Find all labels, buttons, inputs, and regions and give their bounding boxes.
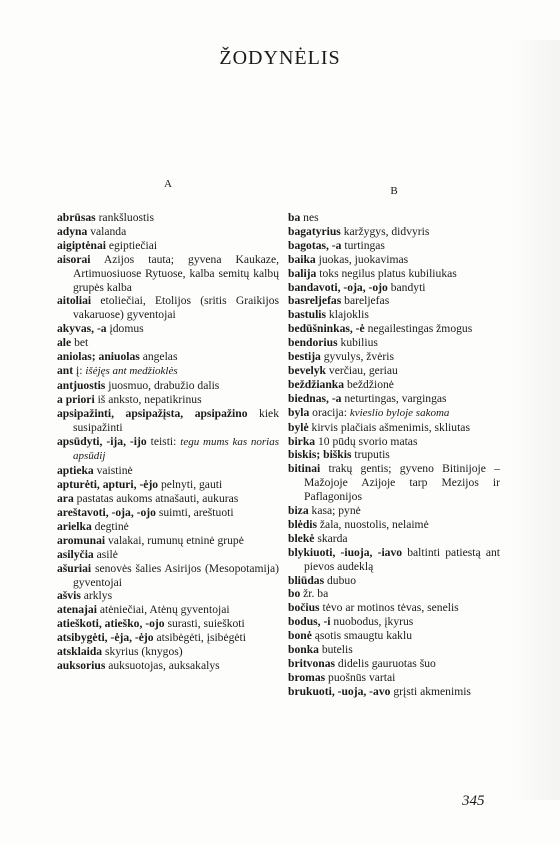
dictionary-entry bbox=[288, 350, 500, 364]
entry-headword: auksorius bbox=[57, 659, 106, 672]
entry-definition: asilė bbox=[93, 547, 118, 561]
dictionary-entry bbox=[57, 322, 279, 336]
entry-definition: atsibėgėti, įsibėgėti bbox=[153, 631, 246, 645]
entry-definition: egiptiečiai bbox=[105, 238, 158, 252]
dictionary-entry bbox=[288, 574, 500, 588]
dictionary-entry bbox=[57, 350, 279, 364]
page-number: 345 bbox=[462, 793, 485, 809]
entry-headword: bagotas, -a bbox=[288, 238, 342, 252]
entry-definition: verčiau, geriau bbox=[326, 363, 398, 377]
entry-headword: bodus, -i bbox=[288, 615, 331, 629]
entry-definition: į: bbox=[73, 363, 86, 377]
dictionary-entry bbox=[57, 562, 279, 590]
entry-definition: bet bbox=[71, 336, 89, 350]
dictionary-entry bbox=[288, 587, 500, 601]
dictionary-entry bbox=[288, 253, 500, 267]
entry-headword: beždžianka bbox=[288, 377, 345, 391]
entry-definition: kubilius bbox=[337, 336, 378, 350]
entry-headword: bo bbox=[288, 587, 301, 601]
entry-definition: klajoklis bbox=[326, 308, 369, 322]
entry-headword: bastulis bbox=[288, 308, 327, 322]
dictionary-entry bbox=[288, 532, 500, 546]
entry-definition: įdomus bbox=[106, 322, 144, 336]
dictionary-entry bbox=[288, 629, 500, 643]
entry-definition: valanda bbox=[87, 224, 127, 238]
dictionary-entry bbox=[57, 364, 279, 379]
entry-example: tegu mums kas norias apsūdij bbox=[73, 435, 280, 463]
entry-definition: suimti, areštuoti bbox=[155, 506, 234, 520]
entry-headword: ant bbox=[57, 363, 74, 377]
entry-definition: baltinti patiestą ant pievos audeklą bbox=[304, 545, 500, 573]
entry-headword: bitinai bbox=[288, 462, 321, 476]
entry-example: išėjęs ant medžioklės bbox=[85, 364, 178, 377]
entry-definition: Azijos tauta; gyvena Kaukaze, Artimuosiuose Rytuose, kalba semitų kalbų grupės kalba bbox=[73, 252, 279, 294]
dictionary-entry bbox=[288, 685, 500, 699]
entry-headword: blykiuoti, -iuoja, -iavo bbox=[288, 545, 403, 559]
entry-definition: degtinė bbox=[91, 519, 129, 533]
entry-definition: trakų gentis; gyveno Bitinijoje – Mažojoje Azijoje tarp Mezijos ir Paflagonijos bbox=[304, 462, 500, 504]
dictionary-entry bbox=[57, 659, 279, 673]
entry-headword: apsipažinti, apsipažįsta, apsipažino bbox=[57, 406, 248, 420]
entry-headword: aniolas; aniuolas bbox=[57, 350, 140, 364]
entry-headword: aigiptėnai bbox=[57, 238, 106, 252]
entry-definition: pelnyti, gauti bbox=[158, 478, 223, 492]
entry-definition: rankšluostis bbox=[95, 211, 154, 224]
entry-definition: iš anksto, nepatikrinus bbox=[94, 392, 202, 406]
dictionary-entry bbox=[288, 267, 500, 281]
entry-definition: puošnūs vartai bbox=[325, 670, 396, 684]
entry-definition: bandyti bbox=[387, 280, 426, 294]
entry-definition: arklys bbox=[80, 589, 113, 603]
entry-definition: didelis gauruotas šuo bbox=[335, 657, 436, 670]
entry-headword: ašuriai bbox=[57, 561, 92, 575]
entry-headword: adyna bbox=[57, 224, 88, 238]
dictionary-entry bbox=[57, 603, 279, 617]
entry-definition: surasti, suieškoti bbox=[164, 617, 245, 631]
entry-definition: dubuo bbox=[324, 573, 356, 587]
dictionary-entry bbox=[288, 504, 500, 518]
entry-headword: atenajai bbox=[57, 603, 97, 617]
dictionary-entry bbox=[57, 478, 279, 492]
entry-definition: oracija: bbox=[309, 405, 350, 419]
entry-definition: nes bbox=[300, 211, 319, 224]
dictionary-entry bbox=[288, 294, 500, 308]
entry-definition: teisti: bbox=[146, 434, 181, 448]
dictionary-entry bbox=[288, 364, 500, 378]
dictionary-entry bbox=[288, 643, 500, 657]
entry-headword: birka bbox=[288, 434, 316, 448]
entry-headword: bandavoti, -oja, -ojo bbox=[288, 280, 388, 294]
entry-definition: gyvulys, žvėris bbox=[320, 350, 394, 364]
entry-headword: biednas, -a bbox=[288, 391, 342, 405]
entry-headword: abrūsas bbox=[57, 211, 96, 224]
entry-headword: aitoliai bbox=[57, 294, 92, 308]
dictionary-entry bbox=[57, 520, 279, 534]
entry-definition: auksuotojas, auksakalys bbox=[105, 659, 220, 672]
entry-definition: beždžionė bbox=[344, 377, 394, 391]
entry-headword: a priori bbox=[57, 392, 95, 406]
entry-headword: basreljefas bbox=[288, 294, 342, 308]
dictionary-entry bbox=[288, 239, 500, 253]
entries-a bbox=[57, 211, 279, 673]
entry-definition: butelis bbox=[318, 643, 353, 657]
entry-headword: biza bbox=[288, 504, 309, 518]
entry-definition: juosmuo, drabužio dalis bbox=[105, 378, 220, 392]
entry-headword: baika bbox=[288, 252, 316, 266]
dictionary-entry bbox=[57, 631, 279, 645]
entries-b bbox=[288, 211, 500, 699]
dictionary-entry bbox=[57, 617, 279, 631]
entry-definition: žala, nuostolis, nelaimė bbox=[317, 517, 429, 531]
entry-definition: valakai, rumunų etninė grupė bbox=[105, 533, 244, 547]
entry-definition: žr. ba bbox=[300, 587, 329, 601]
entry-headword: apsūdyti, -ija, -ijo bbox=[57, 434, 147, 448]
entry-headword: ba bbox=[288, 211, 301, 224]
dictionary-entry bbox=[57, 211, 279, 225]
entry-headword: bočius bbox=[288, 601, 320, 615]
entry-headword: akyvas, -a bbox=[57, 322, 107, 336]
entry-definition: karžygys, didvyris bbox=[340, 224, 430, 238]
entry-headword: ara bbox=[57, 492, 74, 506]
entry-definition: negailestingas žmogus bbox=[364, 322, 473, 336]
entry-headword: ašvis bbox=[57, 589, 81, 603]
section-letter-b: B bbox=[390, 185, 398, 197]
column-b bbox=[288, 178, 500, 699]
dictionary-entry bbox=[288, 671, 500, 685]
dictionary-entry bbox=[57, 464, 279, 478]
entry-definition: senovės šalies Asirijos (Mesopotamija) gyventojai bbox=[73, 561, 279, 589]
entry-definition: truputis bbox=[351, 448, 390, 462]
dictionary-entry bbox=[288, 657, 500, 671]
dictionary-entry bbox=[288, 281, 500, 295]
dictionary-entry bbox=[288, 601, 500, 615]
entry-headword: aptieka bbox=[57, 464, 94, 478]
dictionary-entry bbox=[288, 378, 500, 392]
entry-headword: bonka bbox=[288, 643, 319, 657]
entry-headword: bagatyrius bbox=[288, 224, 341, 238]
dictionary-entry bbox=[288, 421, 500, 435]
entry-headword: atsibygėti, -ėja, -ėjo bbox=[57, 631, 154, 645]
dictionary-entry bbox=[57, 294, 279, 322]
entry-definition: turtingas bbox=[341, 238, 385, 252]
dictionary-entry bbox=[57, 548, 279, 562]
entry-definition: grįsti akmenimis bbox=[390, 684, 471, 698]
section-letter-a: A bbox=[164, 178, 172, 190]
entry-headword: bestija bbox=[288, 350, 321, 364]
entry-headword: atieškoti, atieško, -ojo bbox=[57, 617, 165, 631]
dictionary-entry bbox=[288, 518, 500, 532]
dictionary-entry bbox=[288, 546, 500, 574]
entry-headword: balija bbox=[288, 266, 317, 280]
dictionary-entry bbox=[57, 336, 279, 350]
entry-definition: tėvo ar motinos tėvas, senelis bbox=[319, 601, 459, 615]
entry-headword: blekė bbox=[288, 531, 315, 545]
dictionary-entry bbox=[57, 225, 279, 239]
entry-headword: bonė bbox=[288, 629, 312, 643]
entry-definition: kirvis plačiais ašmenimis, skliutas bbox=[308, 420, 470, 434]
entry-headword: bromas bbox=[288, 670, 326, 684]
entry-definition: atėniečiai, Atėnų gyventojai bbox=[96, 603, 230, 617]
dictionary-entry bbox=[288, 448, 500, 462]
entry-headword: britvonas bbox=[288, 657, 336, 670]
entry-definition: neturtingas, vargingas bbox=[341, 391, 447, 405]
entry-definition: bareljefas bbox=[341, 294, 390, 308]
entry-definition: vaistinė bbox=[93, 464, 133, 478]
entry-definition: juokas, juokavimas bbox=[315, 252, 409, 266]
dictionary-entry bbox=[288, 392, 500, 406]
entry-definition: etoliečiai, Etolijos (sritis Graikijos vakaruose) gyventojai bbox=[73, 294, 279, 322]
dictionary-entry bbox=[57, 253, 279, 295]
entry-definition: toks negilus platus kubiliukas bbox=[316, 266, 457, 280]
entry-headword: bevelyk bbox=[288, 363, 327, 377]
entry-definition: kiek susipažinti bbox=[73, 406, 279, 434]
dictionary-entry bbox=[288, 406, 500, 421]
entry-headword: antjuostis bbox=[57, 378, 106, 392]
dictionary-entry bbox=[288, 435, 500, 449]
entry-headword: arielka bbox=[57, 519, 92, 533]
dictionary-entry bbox=[57, 407, 279, 435]
dictionary-entry bbox=[57, 492, 279, 506]
dictionary-entry bbox=[288, 225, 500, 239]
dictionary-entry bbox=[57, 506, 279, 520]
entry-headword: biskis; biškis bbox=[288, 448, 352, 462]
entry-definition: kasa; pynė bbox=[308, 504, 361, 518]
dictionary-entry bbox=[57, 589, 279, 603]
column-a bbox=[57, 178, 279, 673]
entry-headword: bliūdas bbox=[288, 573, 325, 587]
entry-definition: angelas bbox=[139, 350, 178, 364]
dictionary-entry bbox=[57, 379, 279, 393]
dictionary-entry bbox=[57, 393, 279, 407]
entry-headword: aromunai bbox=[57, 533, 106, 547]
dictionary-entry bbox=[288, 615, 500, 629]
dictionary-entry bbox=[288, 322, 500, 336]
entry-definition: skyrius (knygos) bbox=[102, 645, 183, 659]
entry-definition: pastatas aukoms atnašauti, aukuras bbox=[73, 492, 239, 506]
dictionary-entry bbox=[57, 435, 279, 465]
dictionary-entry bbox=[288, 462, 500, 504]
entry-headword: areštavoti, -oja, -ojo bbox=[57, 506, 156, 520]
dictionary-entry bbox=[288, 211, 500, 225]
entry-headword: bylė bbox=[288, 420, 309, 434]
dictionary-entry bbox=[288, 336, 500, 350]
entry-headword: aisorai bbox=[57, 252, 91, 266]
entry-headword: ale bbox=[57, 336, 72, 350]
entry-headword: brukuoti, -uoja, -avo bbox=[288, 684, 391, 698]
dictionary-entry bbox=[288, 308, 500, 322]
entry-example: kvieslio byloje sakoma bbox=[349, 406, 450, 419]
entry-headword: asilyčia bbox=[57, 547, 94, 561]
entry-definition: 10 pūdų svorio matas bbox=[315, 434, 418, 448]
dictionary-entry bbox=[57, 645, 279, 659]
entry-headword: blėdis bbox=[288, 517, 317, 531]
entry-headword: bedūšninkas, -ė bbox=[288, 322, 365, 336]
entry-definition: nuobodus, įkyrus bbox=[330, 615, 414, 629]
entry-definition: skarda bbox=[314, 531, 348, 545]
facing-page-shadow bbox=[510, 40, 560, 800]
entry-headword: apturėti, apturi, -ėjo bbox=[57, 478, 159, 492]
page-title: ŽODYNĖLIS bbox=[219, 47, 341, 69]
entry-headword: atsklaida bbox=[57, 645, 103, 659]
entry-headword: byla bbox=[288, 405, 310, 419]
dictionary-entry bbox=[57, 239, 279, 253]
dictionary-entry bbox=[57, 534, 279, 548]
entry-headword: bendorius bbox=[288, 336, 338, 350]
entry-definition: ąsotis smaugtu kaklu bbox=[311, 629, 412, 643]
